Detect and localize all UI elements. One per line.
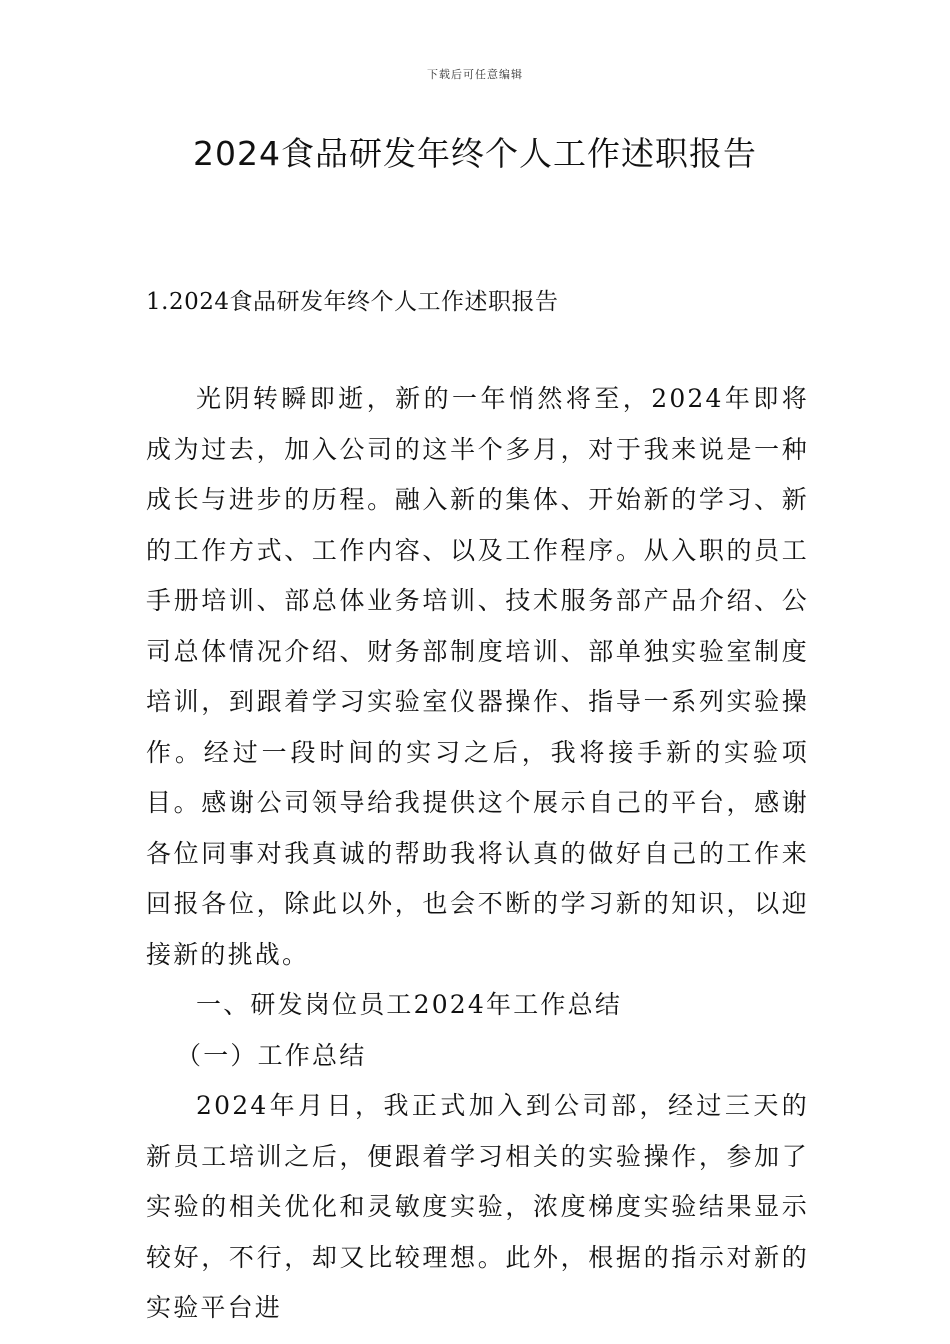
- document-title: 2024食品研发年终个人工作述职报告: [193, 134, 757, 173]
- header-note: 下载后可任意编辑: [427, 68, 523, 81]
- body-text: [146, 374, 809, 1334]
- section-heading: 1.2024食品研发年终个人工作述职报告: [146, 289, 559, 315]
- work-summary-paragraph: 2024年月日，我正式加入到公司部，经过三天的新员工培训之后，便跟着学习相关的实验操作，参加了实验的相关优化和灵敏度实验，浓度梯度实验结果显示较好，不行，却又比较理想。此外，根据的指示对新的实验平台进: [146, 1091, 809, 1322]
- heading-one: 一、研发岗位员工2024年工作总结: [196, 990, 623, 1019]
- intro-paragraph: 光阴转瞬即逝，新的一年悄然将至，2024年即将成为过去，加入公司的这半个多月，对于我来说是一种成长与进步的历程。融入新的集体、开始新的学习、新的工作方式、工作内容、以及工作程序。从入职的员工手册培训、部总体业务培训、技术服务部产品介绍、公司总体情况介绍、财务部制度培训、部单独实验室制度培训，到跟着学习实验室仪器操作、指导一系列实验操作。经过一段时间的实习之后，我将接手新的实验项目。感谢公司领导给我提供这个展示自己的平台，感谢各位同事对我真诚的帮助我将认真的做好自己的工作来回报各位，除此以外，也会不断的学习新的知识，以迎接新的挑战。: [146, 384, 809, 969]
- heading-sub: （一）工作总结: [176, 1040, 367, 1070]
